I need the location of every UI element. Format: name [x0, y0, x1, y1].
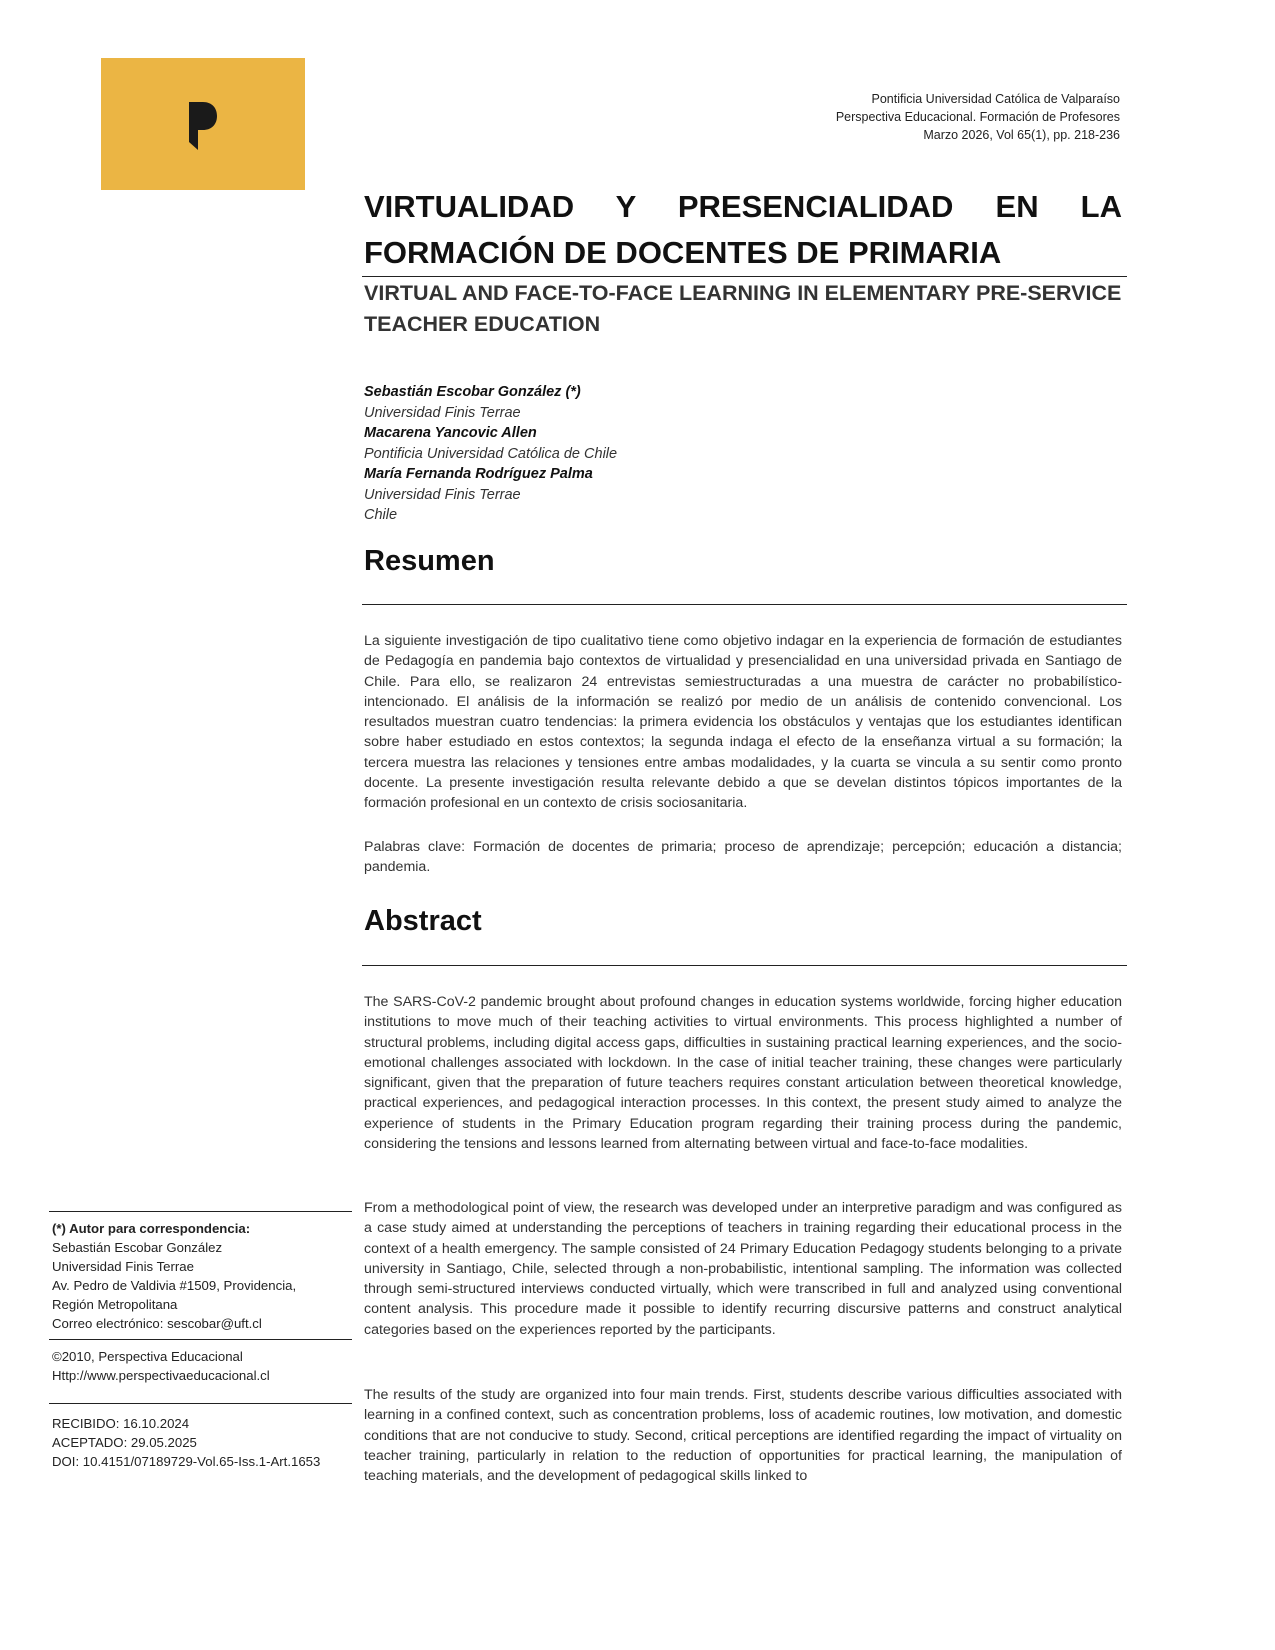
- correspondence-block: [52, 1219, 352, 1333]
- doi-text: DOI: 10.4151/07189729-Vol.65-Iss.1-Art.1653: [52, 1454, 321, 1469]
- received-date: RECIBIDO: 16.10.2024: [52, 1416, 190, 1431]
- copyright-text: ©2010, Perspectiva Educacional: [52, 1349, 243, 1364]
- resumen-heading: Resumen: [364, 545, 495, 577]
- correspondence-address: Av. Pedro de Valdivia #1509, Providencia,: [52, 1278, 297, 1293]
- abstract-divider: [362, 965, 1127, 966]
- correspondence-name: Sebastián Escobar González: [52, 1240, 223, 1255]
- accepted-date: ACEPTADO: 29.05.2025: [52, 1435, 197, 1450]
- journal-institution: Pontificia Universidad Católica de Valparaíso: [871, 92, 1120, 106]
- abstract-heading: Abstract: [364, 905, 482, 937]
- author-list: [364, 382, 1122, 526]
- author-country: Chile: [364, 507, 398, 523]
- resumen-divider: [362, 604, 1127, 605]
- sidebar-divider: [49, 1339, 352, 1340]
- correspondence-region: Región Metropolitana: [52, 1297, 178, 1312]
- p-logo-icon: [189, 102, 217, 150]
- author-name: Sebastián Escobar González (*): [364, 384, 581, 400]
- abstract-paragraph: The results of the study are organized into four main trends. First, students describe various difficulties associated with learning in a confined context, such as concentration problems, loss of academic routines, low motivation, and domestic conditions that are not conducive to study. Second, critical perceptions are identified regarding the impact of virtuality on teacher training, particularly in relation to the reduction of opportunities for practical learning, the manipulation of teaching materials, and the development of pedagogical skills linked to: [364, 1387, 1122, 1485]
- author-affiliation: Universidad Finis Terrae: [364, 486, 521, 503]
- keywords-text: Palabras clave: Formación de docentes de primaria; proceso de aprendizaje; percepción; educación a distancia; pandemia.: [364, 839, 1122, 876]
- journal-info: [660, 90, 1120, 144]
- abstract-paragraph: From a methodological point of view, the research was developed under an interpretive paradigm and was configured as a case study aimed at understanding the perceptions of teachers in training regarding their educational process in the context of a health emergency. The sample consisted of 24 Primary Education Pedagogy students belonging to a private university in Santiago, Chile, selected through a non-probabilistic, intentional sampling. The information was collected through semi-structured interviews conducted virtually, which were transcribed in full and analyzed using conventional content analysis. This procedure made it possible to identify recurring discursive patterns and construct analytical categories based on the experiences reported by the participants.: [364, 1200, 1122, 1338]
- author-affiliation: Universidad Finis Terrae: [364, 404, 521, 421]
- correspondence-label: (*) Autor para correspondencia:: [52, 1221, 251, 1236]
- correspondence-email: Correo electrónico: sescobar@uft.cl: [52, 1316, 262, 1331]
- author-name: María Fernanda Rodríguez Palma: [364, 466, 593, 482]
- journal-name: Perspectiva Educacional. Formación de Profesores: [835, 110, 1120, 124]
- author-affiliation: Pontificia Universidad Católica de Chile: [364, 445, 618, 462]
- resumen-text: La siguiente investigación de tipo cualitativo tiene como objetivo indagar en la experiencia de formación de estudiantes de Pedagogía en pandemia bajo contextos de virtualidad y presencialidad en una universidad privada en Santiago de Chile. Para ello, se realizaron 24 entrevistas semiestructuradas a una muestra de carácter no probabilístico-intencionado. El análisis de la información se realizó por medio de un análisis de contenido convencional. Los resultados muestran cuatro tendencias: la primera evidencia los obstáculos y ventajas que los estudiantes identifican sobre haber estudiado en estos contextos; la segunda indaga el efecto de la enseñanza virtual a su formación; la tercera muestra las relaciones y tensiones entre ambas modalidades, y la cuarta se vincula a su sentir como pronto docente. La presente investigación resulta relevante debido a que se develan distintos tópicos importantes de la formación profesional en un contexto de crisis sociosanitaria.: [364, 633, 1122, 812]
- dates-block: [52, 1414, 352, 1471]
- article-title-en: VIRTUAL AND FACE-TO-FACE LEARNING IN ELEMENTARY PRE-SERVICE TEACHER EDUCATION: [364, 281, 1122, 336]
- abstract-paragraph: The SARS-CoV-2 pandemic brought about profound changes in education systems worldwide, forcing higher education institutions to move much of their teaching activities to virtual environments. This process highlighted a number of structural problems, including digital access gaps, difficulties in sustaining practical learning experiences, and the socio-emotional challenges associated with lockdown. In the case of initial teacher training, these changes were particularly significant, given that the preparation of future teachers requires constant articulation between theoretical knowledge, practical experiences, and pedagogical interaction processes. In this context, the present study aimed to analyze the experience of students in the Primary Education program regarding their training process during the pandemic, considering the tensions and lessons learned from alternating between virtual and face-to-face modalities.: [364, 994, 1122, 1153]
- title-divider: [362, 276, 1127, 277]
- correspondence-institution: Universidad Finis Terrae: [52, 1259, 194, 1274]
- sidebar-divider: [49, 1403, 352, 1404]
- copyright-block: [52, 1347, 352, 1385]
- journal-url: Http://www.perspectivaeducacional.cl: [52, 1368, 270, 1383]
- sidebar-divider: [49, 1211, 352, 1212]
- author-name: Macarena Yancovic Allen: [364, 425, 537, 441]
- journal-issue: Marzo 2026, Vol 65(1), pp. 218-236: [923, 128, 1120, 142]
- journal-logo: [101, 58, 305, 190]
- article-title-es: VIRTUALIDAD Y PRESENCIALIDAD EN LA FORMACIÓN DE DOCENTES DE PRIMARIA: [364, 189, 1122, 270]
